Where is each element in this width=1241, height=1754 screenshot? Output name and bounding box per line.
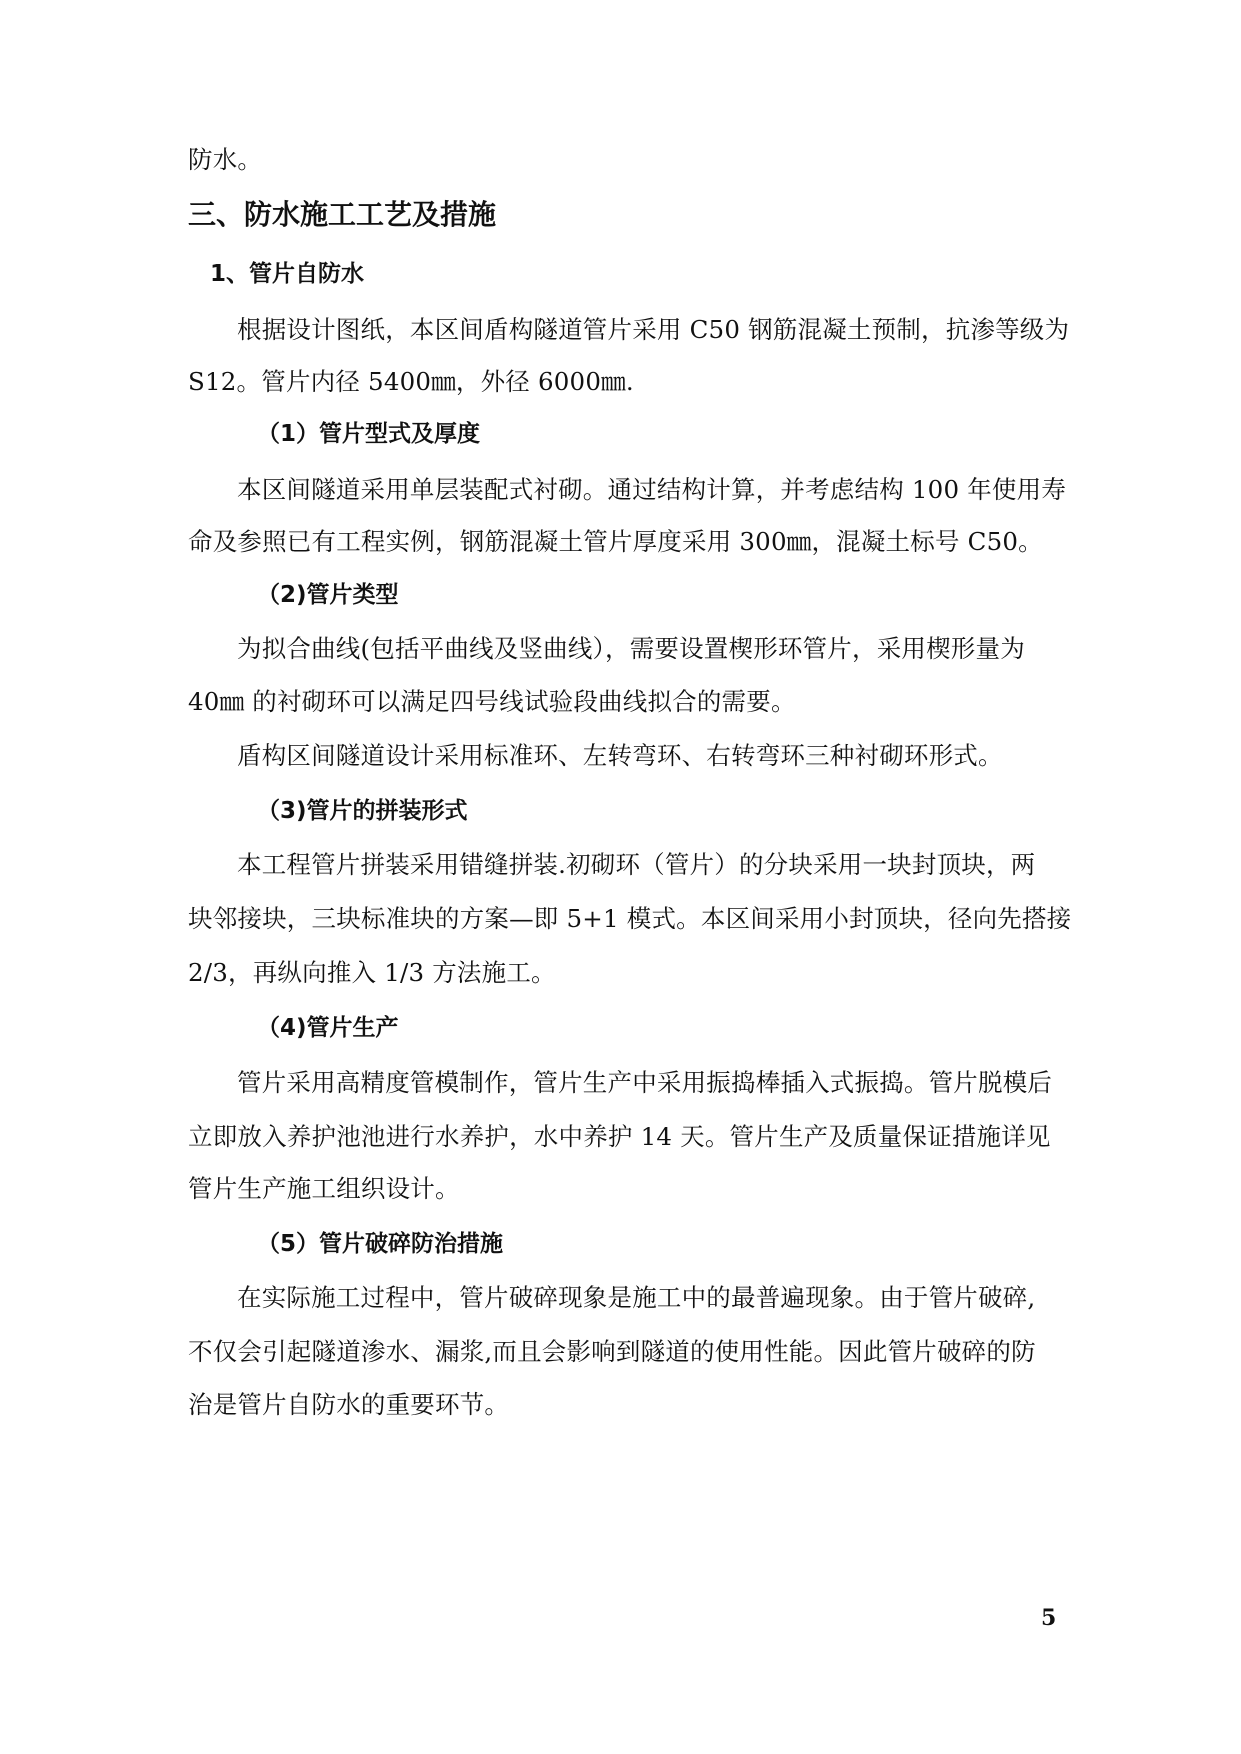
paragraph-line: 治是管片自防水的重要环节。 [188, 1390, 510, 1419]
item-title: （5）管片破碎防治措施 [257, 1231, 504, 1257]
paragraph-line: 2/3，再纵向推入 1/3 方法施工。 [188, 958, 556, 987]
item-title: （4)管片生产 [257, 1015, 399, 1041]
paragraph-line: 为拟合曲线(包括平曲线及竖曲线），需要设置楔形环管片，采用楔形量为 [237, 634, 1025, 663]
paragraph-line: 立即放入养护池池进行水养护，水中养护 14 天。管片生产及质量保证措施详见 [188, 1122, 1051, 1151]
paragraph-line: 管片采用高精度管模制作，管片生产中采用振捣棒插入式振捣。管片脱模后 [237, 1068, 1053, 1097]
paragraph-line: 命及参照已有工程实例，钢筋混凝土管片厚度采用 300㎜，混凝土标号 C50。 [188, 527, 1043, 556]
item-title: （2)管片类型 [257, 582, 399, 608]
item-title: （3)管片的拼装形式 [257, 798, 468, 824]
section-title: 三、防水施工工艺及措施 [188, 198, 497, 231]
paragraph-line: 在实际施工过程中，管片破碎现象是施工中的最普遍现象。由于管片破碎, [237, 1283, 1036, 1312]
page-number: 5 [1041, 1605, 1057, 1631]
subsection-title: 1、管片自防水 [210, 261, 365, 287]
paragraph-line: S12。管片内径 5400㎜，外径 6000㎜. [188, 367, 634, 396]
item-title: （1）管片型式及厚度 [257, 421, 481, 447]
paragraph-line: 本工程管片拼装采用错缝拼装.初砌环（管片）的分块采用一块封顶块，两 [237, 850, 1036, 879]
paragraph-line: 不仅会引起隧道渗水、漏浆,而且会影响到隧道的使用性能。因此管片破碎的防 [188, 1337, 1036, 1366]
paragraph-line: 40㎜ 的衬砌环可以满足四号线试验段曲线拟合的需要。 [188, 687, 796, 716]
paragraph-line: 管片生产施工组织设计。 [188, 1174, 460, 1203]
paragraph-line: 本区间隧道采用单层装配式衬砌。通过结构计算，并考虑结构 100 年使用寿 [237, 475, 1067, 504]
paragraph-line: 根据设计图纸，本区间盾构隧道管片采用 C50 钢筋混凝土预制，抗渗等级为 [237, 315, 1070, 344]
paragraph-line: 盾构区间隧道设计采用标准环、左转弯环、右转弯环三种衬砌环形式。 [237, 741, 1003, 770]
continuation-text: 防水。 [188, 145, 263, 174]
paragraph-line: 块邻接块，三块标准块的方案—即 5+1 模式。本区间采用小封顶块，径向先搭接 [188, 904, 1072, 933]
